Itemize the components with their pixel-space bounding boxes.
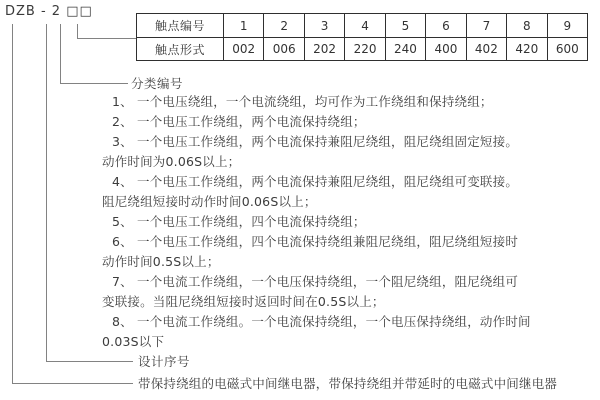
table-cell-form: 220 xyxy=(344,37,384,60)
classification-item-1: 1、 一个电压绕组，一个电流绕组，均可作为工作绕组和保持绕组； xyxy=(112,94,493,109)
classification-item-2: 2、 一个电压工作绕组，两个电流保持绕组； xyxy=(112,114,366,129)
classification-item-5: 5、 一个电压工作绕组，四个电流保持绕组； xyxy=(112,214,366,229)
table-cell-number: 1 xyxy=(223,14,263,37)
classification-item-3: 3、 一个电压工作绕组，两个电流保持兼阻尼绕组，阻尼绕组固定短接。 xyxy=(112,134,519,149)
classification-item-3-cont: 动作时间为0.06S以上； xyxy=(102,154,241,169)
table-cell-form: 400 xyxy=(425,37,465,60)
classification-item-4: 4、 一个电压工作绕组，两个电流保持兼阻尼绕组，阻尼绕组可变联接。 xyxy=(112,174,519,189)
table-cell-number: 5 xyxy=(385,14,425,37)
classification-item-8-cont: 0.03S以下 xyxy=(102,334,165,349)
table-cell-number: 6 xyxy=(425,14,465,37)
table-cell-number: 9 xyxy=(547,14,587,37)
table-cell-number: 3 xyxy=(304,14,344,37)
table-header-contact-form: 触点形式 xyxy=(137,37,223,60)
classification-item-7: 7、 一个电流工作绕组，一个电压保持绕组，一个阻尼绕组，阻尼绕组可 xyxy=(112,274,519,289)
table-cell-number: 2 xyxy=(263,14,303,37)
table-cell-number: 7 xyxy=(466,14,506,37)
classification-item-6-cont: 动作时间0.5S以上； xyxy=(102,254,220,269)
contact-form-table xyxy=(136,13,588,61)
table-cell-form: 402 xyxy=(466,37,506,60)
table-header-contact-number: 触点编号 xyxy=(154,19,205,33)
relay-type-note: 带保持绕组的电磁式中间继电器，带保持绕组并带延时的电磁式中间继电器 xyxy=(138,376,558,391)
classification-list xyxy=(102,92,598,352)
classification-item-8: 8、 一个电流工作绕组。一个电流保持绕组，一个电压保持绕组，动作时间 xyxy=(112,314,531,329)
classification-item-7-cont: 变联接。当阻尼绕组短接时返回时间在0.5S以上； xyxy=(102,294,385,309)
table-cell-form: 006 xyxy=(263,37,303,60)
design-serial-label: 设计序号 xyxy=(138,354,191,369)
table-cell-form: 002 xyxy=(223,37,263,60)
table-cell-number: 4 xyxy=(344,14,384,37)
table-cell-form: 240 xyxy=(385,37,425,60)
classification-item-4-cont: 阻尼绕组短接时动作时间0.06S以上； xyxy=(102,194,317,209)
classification-item-6: 6、 一个电压工作绕组，四个电流保持绕组兼阻尼绕组，阻尼绕组短接时 xyxy=(112,234,519,249)
model-code-label: DZB - 2 □□ xyxy=(5,4,93,19)
table-cell-form: 202 xyxy=(304,37,344,60)
table-cell-form: 420 xyxy=(506,37,546,60)
classification-number-label: 分类编号 xyxy=(131,76,184,91)
table-cell-form: 600 xyxy=(547,37,587,60)
table-cell-number: 8 xyxy=(506,14,546,37)
